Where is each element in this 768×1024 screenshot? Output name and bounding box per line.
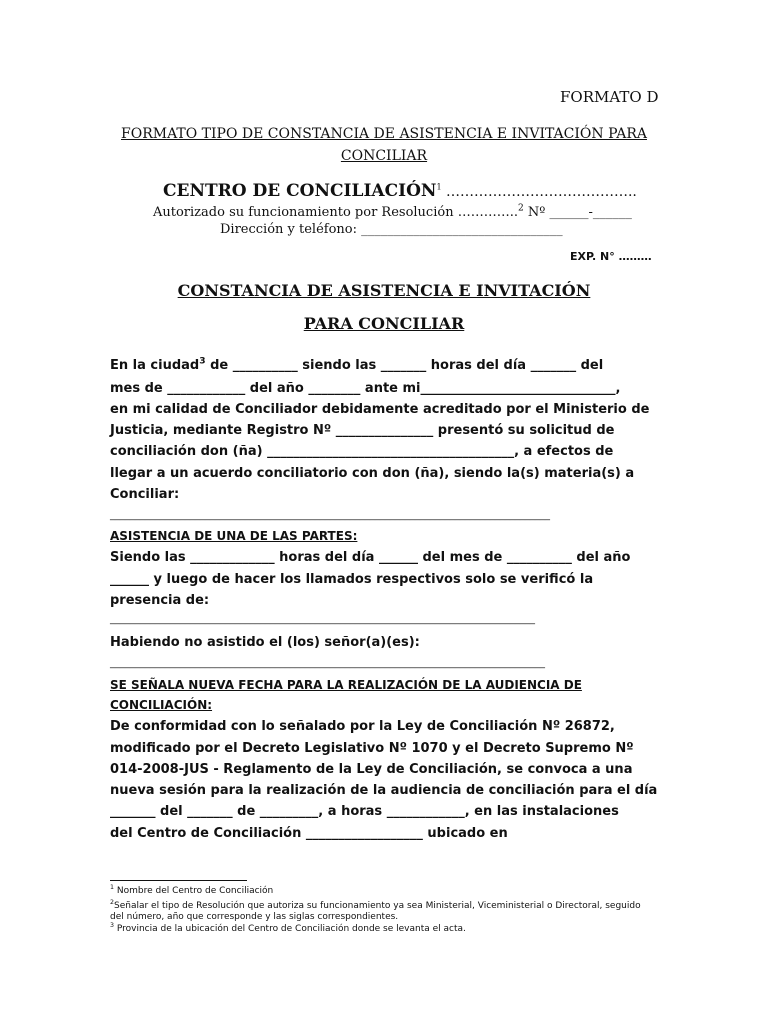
attendance-heading: ASISTENCIA DE UNA DE LAS PARTES: [110, 529, 358, 543]
new-date-line: del Centro de Conciliación __________________ ubicado en [110, 826, 508, 841]
new-date-line: 014-2008-JUS - Reglamento de la Ley de Conciliación, se convoca a una [110, 762, 633, 777]
new-date-line: nueva sesión para la realización de la audiencia de conciliación para el día [110, 783, 658, 798]
address-line: Dirección y teléfono: _______________________________ [220, 222, 563, 237]
footnote-3-number: 3 [110, 922, 115, 929]
matter-blank-rule: ________________________________________________________________________________________ [110, 510, 550, 521]
absent-blank-rule: _______________________________________________________________________________________ [110, 658, 545, 669]
new-date-line: De conformidad con lo señalado por la Ley de Conciliación Nº 26872, [110, 719, 615, 734]
attendance-line: ______ y luego de hacer los llamados respectivos solo se verificó la [110, 572, 594, 587]
footnote-2-number: 2 [110, 899, 115, 906]
new-date-line: _______ del _______ de _________, a horas ____________, en las instalaciones [110, 804, 619, 819]
intro-line: Justicia, mediante Registro Nº _______________ presentó su solicitud de [110, 423, 615, 438]
document-title-line1: FORMATO TIPO DE CONSTANCIA DE ASISTENCIA E INVITACIÓN PARA [121, 126, 647, 142]
document-title-line2: CONCILIAR [340, 148, 428, 164]
footnote-1-number: 1 [110, 884, 115, 891]
footnote-2 [110, 901, 641, 911]
intro-line: llegar a un acuerdo conciliatorio con don (ña), siendo la(s) materia(s) a [110, 466, 635, 481]
footnote-1 [110, 886, 273, 896]
center-name-line [163, 181, 637, 201]
main-title-line1: CONSTANCIA DE ASISTENCIA E INVITACIÓN [177, 281, 591, 300]
format-label: FORMATO D [560, 88, 659, 106]
authorization-line [153, 205, 632, 220]
footnote-separator [110, 880, 247, 881]
new-date-heading-line1: SE SEÑALA NUEVA FECHA PARA LA REALIZACIÓN DE LA AUDIENCIA DE [110, 678, 582, 692]
footnote-3-text: Provincia de la ubicación del Centro de Conciliación donde se levanta el acta. [114, 924, 466, 934]
center-name-label: CENTRO DE CONCILIACIÓN [163, 181, 437, 201]
intro-line-1 [110, 358, 603, 373]
intro-line: Conciliar: [110, 487, 180, 502]
presence-blank-rule: _____________________________________________________________________________________ [110, 614, 535, 625]
new-date-line: modificado por el Decreto Legislativo Nº 1070 y el Decreto Supremo Nº [110, 741, 634, 756]
intro-line: en mi calidad de Conciliador debidamente acreditado por el Ministerio de [110, 402, 650, 417]
center-name-dots: ………………………………….. [441, 184, 637, 200]
absent-line: Habiendo no asistido el (los) señor(a)(es): [110, 635, 420, 650]
footnote-3 [110, 924, 466, 934]
intro-line: mes de ____________ del año ________ ante mi______________________________, [110, 381, 621, 396]
intro-line: conciliación don (ña) ______________________________________, a efectos de [110, 444, 614, 459]
footnote-2-text-line2: del número, año que corresponde y las siglas correspondientes. [110, 912, 399, 922]
exp-number: EXP. N° ……… [570, 250, 652, 263]
main-title-line2: PARA CONCILIAR [303, 314, 465, 333]
authorization-sup: 2 [517, 203, 524, 214]
intro-city-label: En la ciudad [110, 358, 200, 373]
attendance-line: Siendo las _____________ horas del día ______ del mes de __________ del año [110, 550, 631, 565]
intro-city-sup: 3 [199, 356, 206, 367]
intro-line-1-rest: de __________ siendo las _______ horas del día _______ del [205, 358, 604, 373]
footnote-1-text: Nombre del Centro de Conciliación [114, 886, 274, 896]
authorization-tail: Nº ______-______ [523, 205, 632, 220]
footnote-2-text-line1: Señalar el tipo de Resolución que autoriza su funcionamiento ya sea Ministerial, Viceministerial o Directoral, seguido [114, 901, 641, 911]
authorization-text: Autorizado su funcionamiento por Resolución ………….. [153, 205, 518, 220]
attendance-line: presencia de: [110, 593, 210, 608]
center-name-sup: 1 [436, 182, 442, 192]
new-date-heading-line2: CONCILIACIÓN: [110, 698, 213, 712]
